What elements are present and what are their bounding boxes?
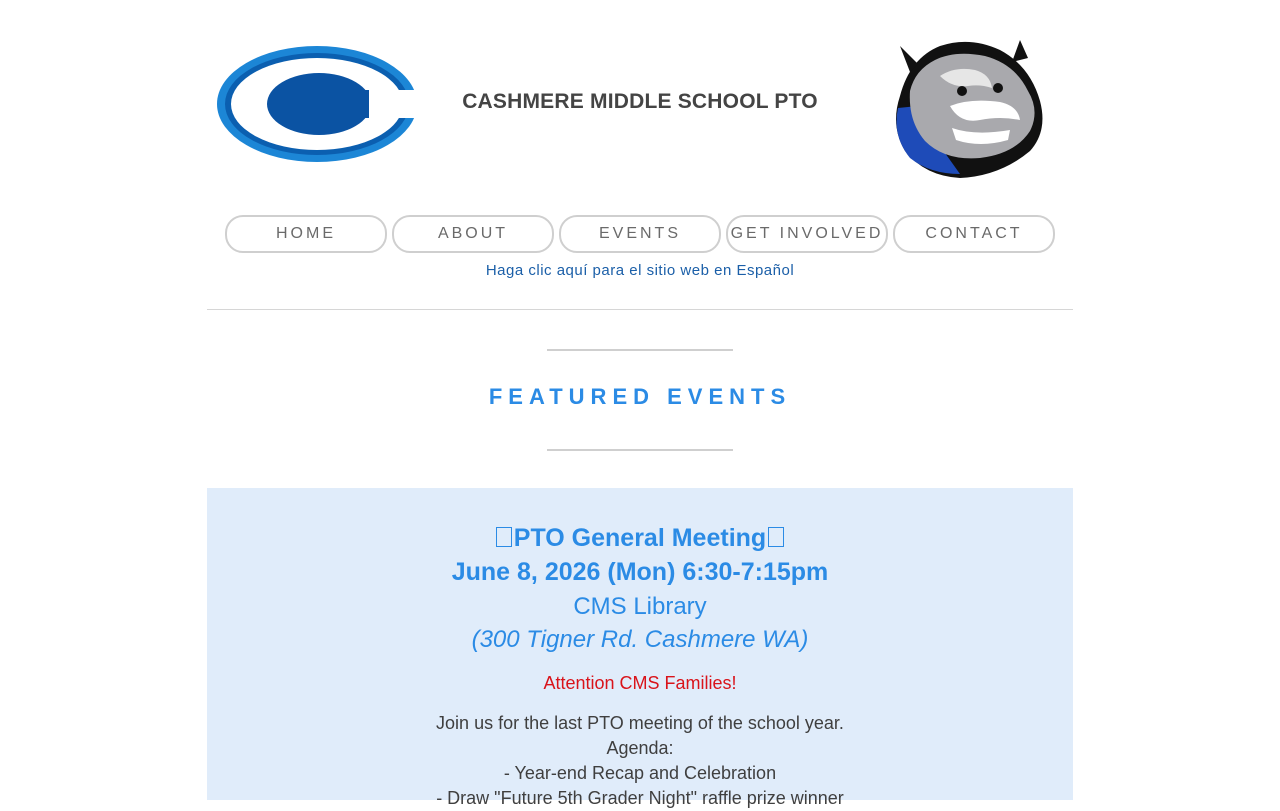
event-place: CMS Library bbox=[573, 593, 707, 620]
featured-events-heading: FEATURED EVENTS bbox=[488, 384, 792, 409]
nav-get-involved[interactable]: GET INVOLVED bbox=[726, 215, 888, 253]
event-description bbox=[207, 711, 1073, 811]
featured-bottom-divider bbox=[547, 449, 733, 451]
spanish-site-link[interactable]: Haga clic aquí para el sitio web en Español bbox=[485, 262, 795, 279]
event-title: PTO General Meeting bbox=[513, 524, 767, 552]
event-address: (300 Tigner Rd. Cashmere WA) bbox=[471, 626, 809, 653]
event-panel bbox=[207, 488, 1073, 808]
main-nav bbox=[225, 215, 1055, 251]
nav-home[interactable]: HOME bbox=[225, 215, 387, 253]
site-header bbox=[207, 30, 1073, 190]
nav-events[interactable]: EVENTS bbox=[559, 215, 721, 253]
event-line: Agenda: bbox=[606, 738, 674, 758]
nav-contact[interactable]: CONTACT bbox=[893, 215, 1055, 253]
event-attention: Attention CMS Families! bbox=[543, 673, 737, 693]
header-divider bbox=[207, 309, 1073, 310]
missing-glyph-icon bbox=[496, 527, 512, 547]
event-line: - Draw "Future 5th Grader Night" raffle prize winner bbox=[436, 788, 844, 808]
missing-glyph-icon bbox=[768, 527, 784, 547]
event-title-row bbox=[207, 524, 1073, 553]
site-title: CASHMERE MIDDLE SCHOOL PTO bbox=[462, 90, 818, 113]
event-line: - Year-end Recap and Celebration bbox=[503, 763, 777, 783]
event-line: Join us for the last PTO meeting of the school year. bbox=[436, 713, 844, 733]
event-date: June 8, 2026 (Mon) 6:30-7:15pm bbox=[451, 558, 829, 586]
bulldog-mascot-icon[interactable] bbox=[880, 36, 1050, 181]
nav-about[interactable]: ABOUT bbox=[392, 215, 554, 253]
featured-top-divider bbox=[547, 349, 733, 351]
